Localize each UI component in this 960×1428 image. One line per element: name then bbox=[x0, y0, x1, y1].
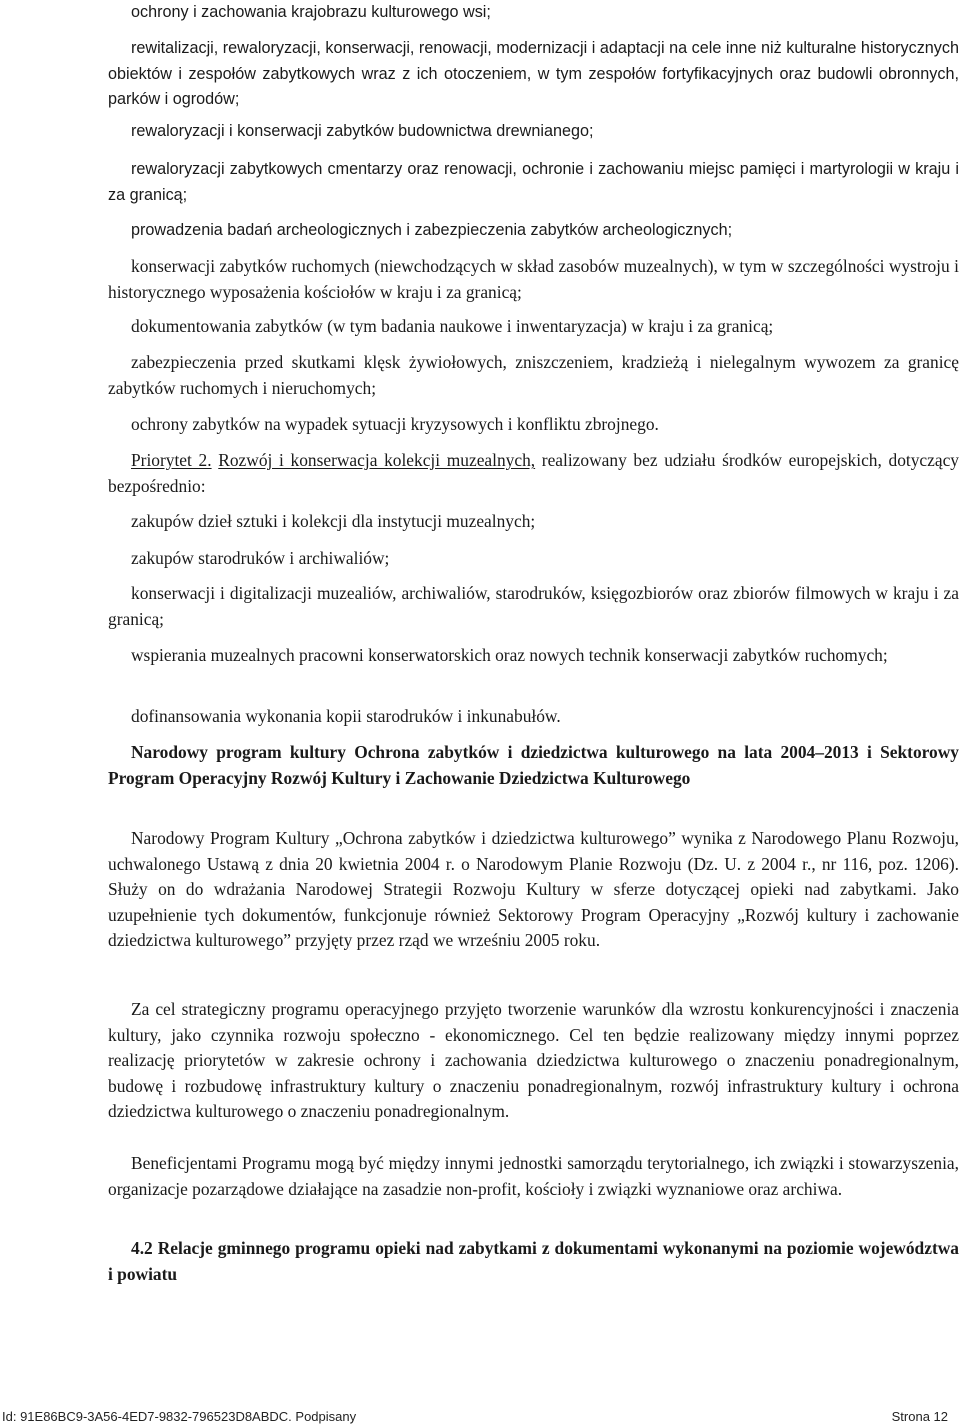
priority-title: Rozwój i konserwacja kolekcji muzealnych, bbox=[218, 450, 536, 470]
priority-label: Priorytet 2. bbox=[131, 450, 212, 470]
priority-2-paragraph bbox=[108, 448, 959, 499]
list-item: konserwacji i digitalizacji muzealiów, archiwaliów, starodruków, księgozbiorów oraz zbiorów filmowych w kraju i za granicą; bbox=[108, 583, 959, 629]
footer-page-number: Strona 12 bbox=[891, 1409, 948, 1424]
list-item: prowadzenia badań archeologicznych i zabezpieczenia zabytków archeologicznych; bbox=[131, 221, 733, 239]
list-item: ochrony zabytków na wypadek sytuacji kryzysowych i konfliktu zbrojnego. bbox=[131, 414, 659, 434]
list-item: zakupów starodruków i archiwaliów; bbox=[131, 548, 390, 568]
list-item: dokumentowania zabytków (w tym badania naukowe i inwentaryzacja) w kraju i za granicą; bbox=[131, 316, 774, 336]
list-item: konserwacji zabytków ruchomych (niewchodzących w skład zasobów muzealnych), w tym w szczególności wystroju i historycznego wyposażenia kościołów w kraju i za granicą; bbox=[108, 256, 959, 302]
section-heading: Narodowy program kultury Ochrona zabytków i dziedzictwa kulturowego na lata 2004–2013 i Sektorowy Program Operacyjny Rozwój Kultury i Zachowanie Dziedzictwa Kulturowego bbox=[108, 742, 959, 788]
list-item: rewaloryzacji i konserwacji zabytków budownictwa drewnianego; bbox=[131, 122, 594, 140]
list-item: ochrony i zachowania krajobrazu kulturowego wsi; bbox=[131, 3, 491, 21]
priority-description: realizowany bez udziału środków europejskich, dotyczący bezpośrednio: bbox=[108, 450, 959, 496]
list-item: rewitalizacji, rewaloryzacji, konserwacji, renowacji, modernizacji i adaptacji na cele inne niż kulturalne historycznych obiektów i zespołów zabytkowych wraz z ich otoczeniem, w tym zespołów fortyfikacyjnych oraz budowli obronnych, parków i ogrodów; bbox=[108, 39, 959, 108]
list-item: dofinansowania wykonania kopii starodruków i inkunabułów. bbox=[131, 706, 561, 726]
list-item: wspierania muzealnych pracowni konserwatorskich oraz nowych technik konserwacji zabytków ruchomych; bbox=[131, 645, 888, 665]
subsection-heading: 4.2 Relacje gminnego programu opieki nad zabytkami z dokumentami wykonanymi na poziomie województwa i powiatu bbox=[108, 1238, 959, 1284]
list-item: zakupów dzieł sztuki i kolekcji dla instytucji muzealnych; bbox=[131, 511, 536, 531]
body-paragraph: Za cel strategiczny programu operacyjnego przyjęto tworzenie warunków dla wzrostu konkurencyjności i znaczenia kultury, jako czynnika rozwoju społeczno - ekonomicznego. Cel ten będzie realizowany między innymi poprzez realizację priorytetów w zakresie ochrony i zachowania dziedzictwa kulturowego o znaczeniu ponadregionalnym, budowę i rozbudowę infrastruktury kultury o znaczeniu ponadregionalnym, rozwój infrastruktury kultury i ochrona dziedzictwa kulturowego o znaczeniu ponadregionalnym. bbox=[108, 999, 959, 1121]
footer-document-id: Id: 91E86BC9-3A56-4ED7-9832-796523D8ABDC. Podpisany bbox=[2, 1409, 357, 1424]
list-item: rewaloryzacji zabytkowych cmentarzy oraz renowacji, ochronie i zachowaniu miejsc pamięci i martyrologii w kraju i za granicą; bbox=[108, 160, 959, 204]
body-paragraph: Beneficjentami Programu mogą być między innymi jednostki samorządu terytorialnego, ich związki i stowarzyszenia, organizacje pozarządowe działające na zasadzie non-profit, kościoły i związki wyznaniowe oraz archiwa. bbox=[108, 1153, 959, 1199]
body-paragraph: Narodowy Program Kultury „Ochrona zabytków i dziedzictwa kulturowego” wynika z Narodowego Planu Rozwoju, uchwalonego Ustawą z dnia 20 kwietnia 2004 r. o Narodowym Planie Rozwoju (Dz. U. z 2004 r., nr 116, poz. 1206). Służy on do wdrażania Narodowej Strategii Rozwoju Kultury w sferze dotyczącej opieki nad zabytkami. Jako uzupełnienie tych dokumentów, funkcjonuje również Sektorowy Program Operacyjny „Rozwój kultury i zachowanie dziedzictwa kulturowego” przyjęty przez rząd we wrześniu 2005 roku. bbox=[108, 828, 959, 950]
list-item: zabezpieczenia przed skutkami klęsk żywiołowych, zniszczeniem, kradzieżą i nielegalnym wywozem za granicę zabytków ruchomych i nieruchomych; bbox=[108, 352, 959, 398]
